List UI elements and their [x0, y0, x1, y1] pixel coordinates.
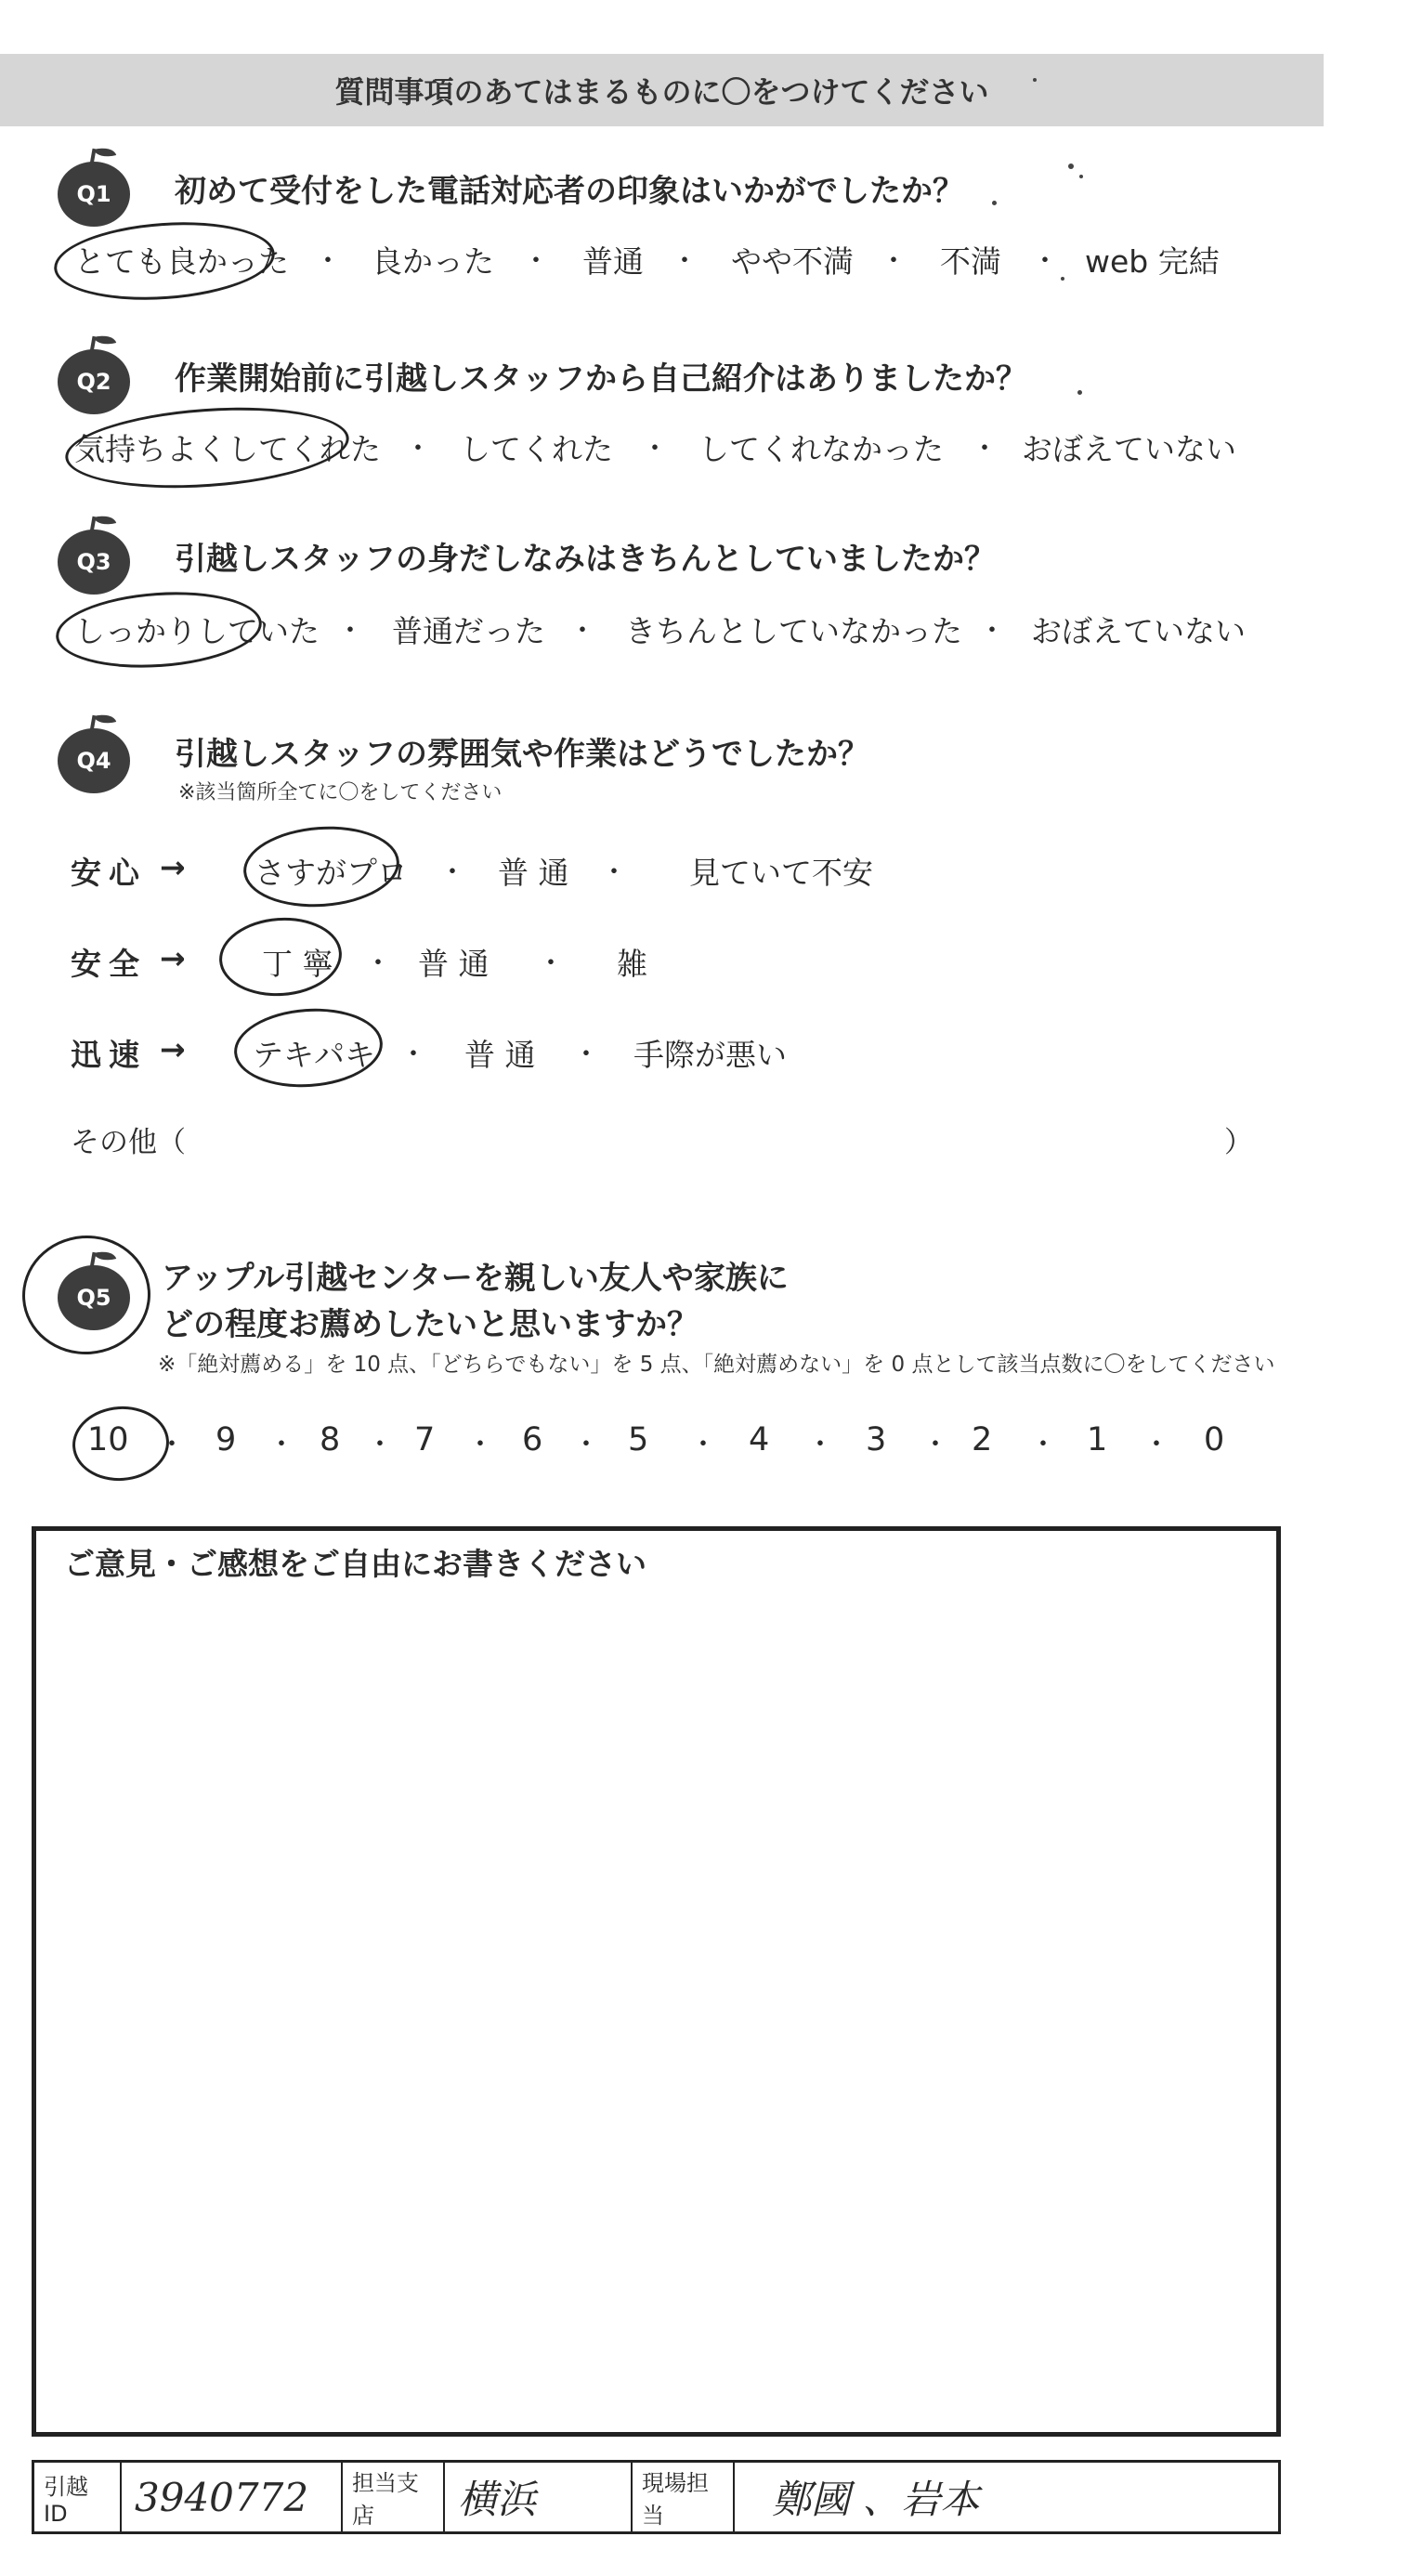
q5-score-2[interactable]: 2	[972, 1421, 993, 1458]
q4-row1-option-worrying[interactable]: 見ていて不安	[689, 855, 873, 891]
q1-option-web-complete[interactable]: web 完結	[1085, 243, 1220, 280]
q5-score-8[interactable]: 8	[320, 1421, 341, 1458]
q4-row-reassurance-label: 安心	[71, 855, 147, 891]
q4-other-input[interactable]	[195, 1115, 1217, 1156]
q5-score-1[interactable]: 1	[1087, 1421, 1108, 1458]
branch-label: 担当支店	[343, 2463, 445, 2531]
move-id-label: 引越 ID	[34, 2463, 122, 2531]
separator: ・	[671, 245, 698, 278]
q2-question: 作業開始前に引越しスタッフから自己紹介はありましたか？	[175, 360, 1027, 398]
q4-note: ※該当箇所全てに〇をしてください	[178, 781, 503, 804]
q3-question: 引越しスタッフの身だしなみはきちんとしていましたか？	[175, 541, 996, 578]
separator: ・	[641, 433, 669, 465]
scan-speck	[1033, 78, 1037, 82]
comments-title: ご意見・ご感想をご自由にお書きください	[64, 1546, 646, 1582]
q1-option-good[interactable]: 良かった	[372, 243, 494, 280]
scan-speck	[1079, 175, 1083, 178]
q4-apple-badge-icon	[58, 728, 130, 793]
q5-note: ※「絶対薦める」を 10 点、「どちらでもない」を 5 点、「絶対薦めない」を 0 点として該当点数に〇をしてください	[158, 1353, 1275, 1377]
q4-row3-option-clumsy[interactable]: 手際が悪い	[633, 1037, 787, 1073]
arrow-right-icon: →	[160, 940, 186, 976]
q4-other-label: その他（	[71, 1126, 186, 1159]
q1-option-slightly-dissatisfied[interactable]: やや不満	[731, 243, 854, 280]
separator: ・	[880, 245, 907, 278]
separator: ・	[404, 433, 432, 465]
separator: ・	[268, 1429, 295, 1461]
q3-option-dont-remember[interactable]: おぼえていない	[1031, 613, 1246, 649]
separator: ・	[689, 1429, 717, 1461]
separator: ・	[600, 856, 628, 889]
separator: ・	[1142, 1429, 1170, 1461]
staff-label: 現場担当	[633, 2463, 735, 2531]
separator: ・	[1029, 1429, 1057, 1461]
q4-row2-option-normal[interactable]: 普 通	[418, 946, 490, 982]
q4-row2-option-rough[interactable]: 雑	[617, 946, 647, 982]
q1-option-dissatisfied[interactable]: 不満	[940, 243, 1001, 280]
q3-badge-label: Q3	[76, 549, 111, 575]
separator: ・	[806, 1429, 834, 1461]
separator: ・	[971, 433, 999, 465]
separator: ・	[336, 615, 364, 647]
scan-speck	[1061, 277, 1064, 281]
footer-info-bar	[32, 2460, 1281, 2534]
q4-row-speed-label: 迅速	[71, 1037, 147, 1073]
q5-score-9[interactable]: 9	[215, 1421, 237, 1458]
q4-row3-option-brisk[interactable]: テキパキ	[253, 1037, 375, 1073]
q1-apple-badge-icon	[58, 162, 130, 227]
separator: ・	[568, 615, 596, 647]
separator: ・	[537, 948, 565, 980]
q2-option-did-not[interactable]: してくれなかった	[698, 431, 944, 467]
q2-option-gladly[interactable]: 気持ちよくしてくれた	[74, 431, 381, 467]
separator: ・	[366, 1429, 394, 1461]
q4-badge-label: Q4	[76, 748, 111, 774]
branch-value: 横浜	[445, 2463, 633, 2531]
separator: ・	[572, 1429, 600, 1461]
q1-question: 初めて受付をした電話対応者の印象はいかがでしたか？	[175, 173, 964, 210]
q4-other-close-paren: ）	[1224, 1126, 1253, 1159]
separator: ・	[466, 1429, 494, 1461]
separator: ・	[364, 948, 392, 980]
q4-row1-option-normal[interactable]: 普 通	[498, 855, 569, 891]
q5-score-5[interactable]: 5	[628, 1421, 649, 1458]
separator: ・	[572, 1039, 600, 1071]
separator: ・	[1031, 245, 1059, 278]
scan-speck	[1068, 163, 1074, 169]
q4-row1-option-professional[interactable]: さすがプロ	[255, 855, 408, 891]
header-title: 質問事項のあてはまるものに〇をつけてください	[334, 74, 989, 110]
q5-score-7[interactable]: 7	[414, 1421, 436, 1458]
separator: ・	[978, 615, 1006, 647]
q5-score-4[interactable]: 4	[749, 1421, 770, 1458]
separator: ・	[438, 856, 466, 889]
q5-badge-label: Q5	[76, 1285, 111, 1311]
q5-apple-badge-icon	[58, 1265, 130, 1330]
q2-option-dont-remember[interactable]: おぼえていない	[1022, 431, 1236, 467]
q4-row2-option-polite[interactable]: 丁 寧	[262, 946, 333, 982]
q2-badge-label: Q2	[76, 369, 111, 395]
arrow-right-icon: →	[160, 849, 186, 885]
q2-option-did[interactable]: してくれた	[460, 431, 613, 467]
q5-score-10[interactable]: 10	[87, 1421, 129, 1458]
q4-row-safety-label: 安全	[71, 946, 147, 982]
q5-question-line1: アップル引越センターを親しい友人や家族に	[162, 1260, 789, 1297]
separator: ・	[158, 1429, 186, 1461]
q5-score-0[interactable]: 0	[1204, 1421, 1225, 1458]
form-header	[0, 54, 1324, 126]
q3-option-normal[interactable]: 普通だった	[392, 613, 545, 649]
q2-apple-badge-icon	[58, 349, 130, 414]
separator: ・	[921, 1429, 949, 1461]
scan-speck	[1077, 390, 1082, 395]
separator: ・	[399, 1039, 427, 1071]
q3-apple-badge-icon	[58, 530, 130, 595]
arrow-right-icon: →	[160, 1031, 186, 1067]
q3-option-neat[interactable]: しっかりしていた	[74, 613, 320, 649]
q1-badge-label: Q1	[76, 181, 111, 207]
q5-question-line2: どの程度お薦めしたいと思いますか？	[162, 1306, 698, 1343]
separator: ・	[522, 245, 550, 278]
q4-row3-option-normal[interactable]: 普 通	[464, 1037, 536, 1073]
scan-speck	[992, 201, 997, 205]
move-id-value: 3940772	[122, 2463, 343, 2531]
q5-score-6[interactable]: 6	[522, 1421, 543, 1458]
separator: ・	[314, 245, 342, 278]
q1-option-very-good[interactable]: とても良かった	[74, 243, 289, 280]
q3-option-untidy[interactable]: きちんとしていなかった	[625, 613, 962, 649]
q1-option-normal[interactable]: 普通	[582, 243, 644, 280]
q5-score-3[interactable]: 3	[866, 1421, 887, 1458]
comments-box[interactable]	[32, 1526, 1281, 2437]
q4-question: 引越しスタッフの雰囲気や作業はどうでしたか？	[175, 736, 869, 773]
staff-value: 鄭國 、岩本	[772, 2477, 980, 2522]
